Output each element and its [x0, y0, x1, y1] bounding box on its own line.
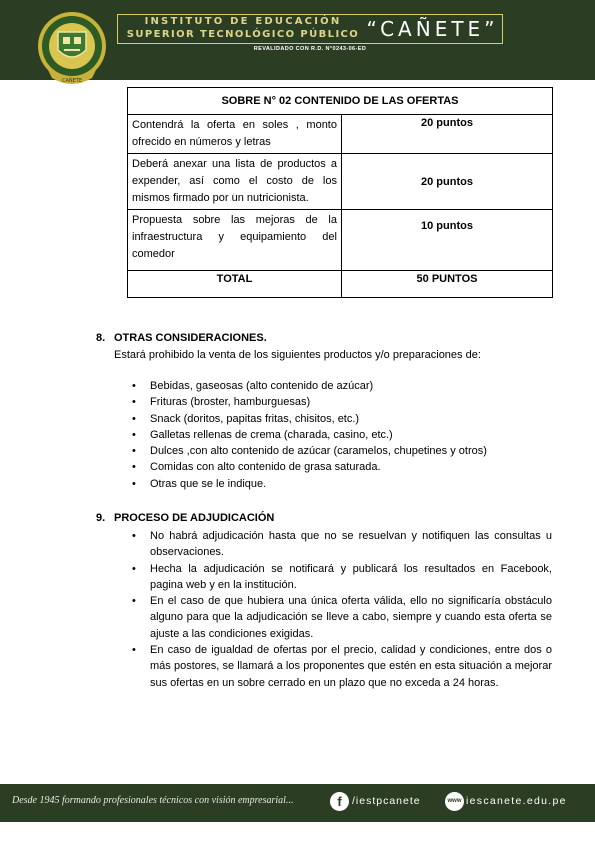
footer-motto: Desde 1945 formando profesionales técnicos con visión empresarial... [12, 795, 294, 806]
list-item: • En el caso de que hubiera una única oferta válida, ello no significaría obstáculo alguno para que la adjudicación se lleve a cabo, siempre y cuando esta oferta se ajuste a las condiciones exigidas. [114, 593, 552, 642]
points-cell: 20 puntos [342, 154, 553, 210]
institute-name-line1: INSTITUTO DE EDUCACIÓN [144, 16, 342, 27]
table-heading: SOBRE N° 02 CONTENIDO DE LAS OFERTAS [128, 88, 553, 115]
list-item: • Hecha la adjudicación se notificará y publicará los resultados en Facebook, pagina web y en la institución. [114, 561, 552, 594]
institute-short-name: “CAÑETE” [366, 17, 499, 41]
www-icon[interactable]: www [445, 792, 464, 811]
website-link[interactable]: iescanete.edu.pe [466, 795, 567, 807]
facebook-icon[interactable]: f [330, 792, 349, 811]
institute-name-line2: SUPERIOR TECNOLÓGICO PÚBLICO [126, 29, 360, 40]
list-item: • Frituras (broster, hamburguesas) [114, 394, 487, 410]
section-9-number: 9. [96, 512, 106, 524]
list-item: • Snack (doritos, papitas fritas, chisitos, etc.) [114, 411, 487, 427]
table-header-row [128, 88, 553, 115]
offers-table [127, 87, 553, 298]
svg-text:CAÑETE: CAÑETE [61, 78, 83, 84]
list-item: • Otras que se le indique. [114, 476, 487, 492]
total-points: 50 PUNTOS [342, 271, 553, 298]
total-row [128, 271, 553, 298]
list-item: • No habrá adjudicación hasta que no se resuelvan y notifiquen las consultas u observaciones. [114, 528, 552, 561]
list-item: • Bebidas, gaseosas (alto contenido de azúcar) [114, 378, 487, 394]
criterion-cell: Contendrá la oferta en soles , monto ofrecido en números y letras [128, 115, 342, 154]
section-8-heading [96, 332, 267, 344]
criterion-cell: Propuesta sobre las mejoras de la infraestructura y equipamiento del comedor [128, 210, 342, 271]
list-item: • En caso de igualdad de ofertas por el precio, calidad y condiciones, entre dos o más postores, se llamará a los proponentes que estén en esta situación a mejorar sus ofertas en un sobre cerrado en un plazo que no exceda a 24 horas. [114, 642, 552, 691]
points-cell: 10 puntos [342, 210, 553, 271]
section-8-intro: Estará prohibido la venta de los siguientes productos y/o preparaciones de: [114, 349, 481, 361]
table-row [128, 154, 553, 210]
section-9-title: PROCESO DE ADJUDICACIÓN [114, 512, 275, 524]
list-item: • Galletas rellenas de crema (charada, casino, etc.) [114, 427, 487, 443]
section-8-title: OTRAS CONSIDERACIONES. [114, 332, 267, 344]
section-9-heading [96, 512, 274, 524]
table-row [128, 115, 553, 154]
total-label: TOTAL [128, 271, 342, 298]
points-cell: 20 puntos [342, 115, 553, 154]
list-item: • Dulces ,con alto contenido de azúcar (caramelos, chupetines y otros) [114, 443, 487, 459]
revalidation-note: REVALIDADO CON R.D. N°0243-06-ED [253, 46, 367, 52]
facebook-handle[interactable]: /iestpcanete [352, 795, 421, 807]
institute-logo [36, 10, 108, 86]
prohibited-products-list [114, 378, 487, 492]
criterion-cell: Deberá anexar una lista de productos a expender, así como el costo de los mismos firmado por un nutricionista. [128, 154, 342, 210]
list-item: • Comidas con alto contenido de grasa saturada. [114, 459, 487, 475]
table-row [128, 210, 553, 271]
section-8-number: 8. [96, 332, 106, 344]
adjudication-list [114, 528, 552, 691]
